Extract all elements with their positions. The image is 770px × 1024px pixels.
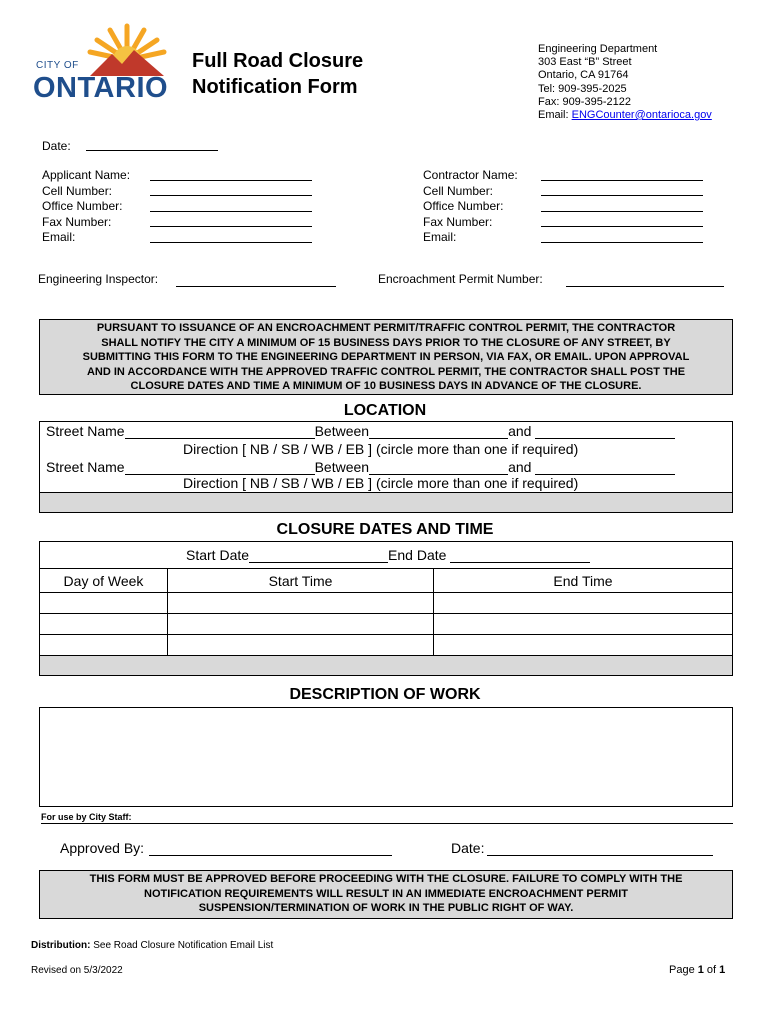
applicant-labels xyxy=(42,168,130,246)
inspector-label: Engineering Inspector: xyxy=(38,272,159,286)
table-footer-row xyxy=(40,656,733,676)
approval-date-label: Date: xyxy=(451,840,485,856)
dept-tel: Tel: 909-395-2025 xyxy=(538,82,627,95)
warning-line: THIS FORM MUST BE APPROVED BEFORE PROCEEDING WITH THE CLOSURE. FAILURE TO COMPLY WITH THE xyxy=(89,873,683,885)
closure-heading: CLOSURE DATES AND TIME xyxy=(276,521,494,538)
applicant-office-field[interactable] xyxy=(150,201,312,212)
date-field[interactable] xyxy=(86,140,218,151)
inspector-field[interactable] xyxy=(176,276,336,287)
location-footer-bar xyxy=(39,492,733,513)
page-current: 1 xyxy=(697,964,704,976)
applicant-fax-field[interactable] xyxy=(150,216,312,227)
start-time-cell[interactable] xyxy=(168,635,434,656)
contractor-office-label: Office Number: xyxy=(423,199,504,213)
department-address xyxy=(538,43,712,122)
between-label: Between xyxy=(314,423,370,439)
applicant-fax-label: Fax Number: xyxy=(42,214,112,229)
approval-warning-box xyxy=(39,870,733,919)
start-time-cell[interactable] xyxy=(168,614,434,635)
table-row xyxy=(40,593,733,614)
notice-line: PURSUANT TO ISSUANCE OF AN ENCROACHMENT PERMIT/TRAFFIC CONTROL PERMIT, THE CONTRACTOR xyxy=(96,322,676,334)
contractor-name-field[interactable] xyxy=(541,170,703,181)
between-field-2[interactable] xyxy=(369,460,508,475)
page-total: 1 xyxy=(719,964,726,976)
contractor-office-field[interactable] xyxy=(541,201,703,212)
dept-fax: Fax: 909-395-2122 xyxy=(538,95,631,108)
street-name-field-2[interactable] xyxy=(125,460,315,475)
form-title-line2: Notification Form xyxy=(192,76,358,98)
staff-use-bar xyxy=(41,812,733,824)
staff-use-label: For use by City Staff: xyxy=(41,812,132,822)
location-heading: LOCATION xyxy=(343,402,427,419)
applicant-office-label: Office Number: xyxy=(42,199,123,213)
logo-name-text: ONTARIO xyxy=(33,72,169,104)
contractor-email-field[interactable] xyxy=(541,232,703,243)
and-label: and xyxy=(508,459,532,475)
and-label: and xyxy=(508,423,532,439)
distribution-note xyxy=(31,940,273,951)
description-heading: DESCRIPTION OF WORK xyxy=(289,686,481,703)
and-field-2[interactable] xyxy=(535,460,675,475)
col-day-of-week: Day of Week xyxy=(40,569,168,593)
permit-number-field[interactable] xyxy=(566,276,724,287)
contractor-name-label: Contractor Name: xyxy=(423,168,518,182)
revised-date: Revised on 5/3/2022 xyxy=(31,965,123,976)
contractor-fax-label: Fax Number: xyxy=(423,214,493,229)
contractor-cell-field[interactable] xyxy=(541,185,703,196)
approved-by-field[interactable] xyxy=(149,855,392,856)
and-field-1[interactable] xyxy=(535,424,675,439)
page-number xyxy=(669,964,725,976)
form-title-line1: Full Road Closure xyxy=(192,50,364,72)
applicant-email-label: Email: xyxy=(42,230,76,244)
table-row xyxy=(40,635,733,656)
warning-line: NOTIFICATION REQUIREMENTS WILL RESULT IN AN IMMEDIATE ENCROACHMENT PERMIT xyxy=(144,887,628,900)
notice-line: SUBMITTING THIS FORM TO THE ENGINEERING DEPARTMENT IN PERSON, VIA FAX, OR EMAIL. UPON APPROVAL xyxy=(82,351,690,363)
location-street-row-1 xyxy=(46,423,675,439)
direction-text-1: Direction [ NB / SB / WB / EB ] (circle more than one if required) xyxy=(183,441,579,457)
warning-line: SUSPENSION/TERMINATION OF WORK IN THE PUBLIC RIGHT OF WAY. xyxy=(198,902,574,914)
start-date-label: Start Date xyxy=(186,547,250,563)
col-start-time: Start Time xyxy=(168,569,434,593)
closure-date-line xyxy=(186,547,590,563)
contractor-labels xyxy=(423,168,518,246)
between-label: Between xyxy=(314,459,370,475)
table-header-row xyxy=(40,569,733,593)
notice-line: AND IN ACCORDANCE WITH THE APPROVED TRAFFIC CONTROL PERMIT, THE CONTRACTOR SHALL POST THE xyxy=(86,365,686,378)
description-textarea[interactable] xyxy=(39,707,733,807)
distribution-label: Distribution: xyxy=(31,940,91,951)
permit-number-label: Encroachment Permit Number: xyxy=(378,272,543,286)
contractor-cell-label: Cell Number: xyxy=(423,183,494,198)
dept-street: 303 East “B” Street xyxy=(538,56,632,69)
closure-notice-box xyxy=(39,319,733,395)
dept-name: Engineering Department xyxy=(538,43,658,55)
dept-city: Ontario, CA 91764 xyxy=(538,69,629,82)
notice-line: CLOSURE DATES AND TIME A MINIMUM OF 10 BUSINESS DAYS IN ADVANCE OF THE CLOSURE. xyxy=(130,380,642,392)
day-cell[interactable] xyxy=(40,635,168,656)
applicant-cell-label: Cell Number: xyxy=(42,183,113,198)
day-cell[interactable] xyxy=(40,593,168,614)
between-field-1[interactable] xyxy=(369,424,508,439)
end-date-field[interactable] xyxy=(450,548,590,563)
table-footer-cell xyxy=(40,656,733,676)
end-time-cell[interactable] xyxy=(434,614,733,635)
logo-city-text: CITY OF xyxy=(36,60,79,71)
start-date-field[interactable] xyxy=(249,548,388,563)
contractor-fax-field[interactable] xyxy=(541,216,703,227)
page-prefix: Page xyxy=(669,964,698,976)
dept-email-link[interactable]: ENGCounter@ontarioca.gov xyxy=(571,109,712,122)
contractor-email-label: Email: xyxy=(423,230,457,244)
day-cell[interactable] xyxy=(40,614,168,635)
distribution-text: See Road Closure Notification Email List xyxy=(90,940,274,951)
table-row xyxy=(40,614,733,635)
closure-schedule-table xyxy=(39,568,733,676)
col-end-time: End Time xyxy=(434,569,733,593)
start-time-cell[interactable] xyxy=(168,593,434,614)
date-label: Date: xyxy=(42,139,71,153)
location-street-row-2 xyxy=(46,459,675,475)
notice-line: SHALL NOTIFY THE CITY A MINIMUM OF 15 BUSINESS DAYS PRIOR TO THE CLOSURE OF ANY STREET, BY xyxy=(101,336,671,349)
page-of: of xyxy=(703,964,720,976)
sun-mountain-icon xyxy=(82,20,172,76)
applicant-cell-field[interactable] xyxy=(150,185,312,196)
street-name-label: Street Name xyxy=(46,423,125,439)
direction-text-2: Direction [ NB / SB / WB / EB ] (circle more than one if required) xyxy=(183,475,579,491)
applicant-name-field[interactable] xyxy=(150,170,312,181)
approval-date-field[interactable] xyxy=(487,855,713,856)
end-time-cell[interactable] xyxy=(434,635,733,656)
applicant-name-label: Applicant Name: xyxy=(42,168,131,182)
street-name-label: Street Name xyxy=(46,459,125,475)
end-date-label: End Date xyxy=(388,547,447,563)
street-name-field-1[interactable] xyxy=(125,424,315,439)
approved-by-label: Approved By: xyxy=(60,840,145,856)
dept-email-label: Email: xyxy=(538,109,572,122)
applicant-email-field[interactable] xyxy=(150,232,312,243)
end-time-cell[interactable] xyxy=(434,593,733,614)
